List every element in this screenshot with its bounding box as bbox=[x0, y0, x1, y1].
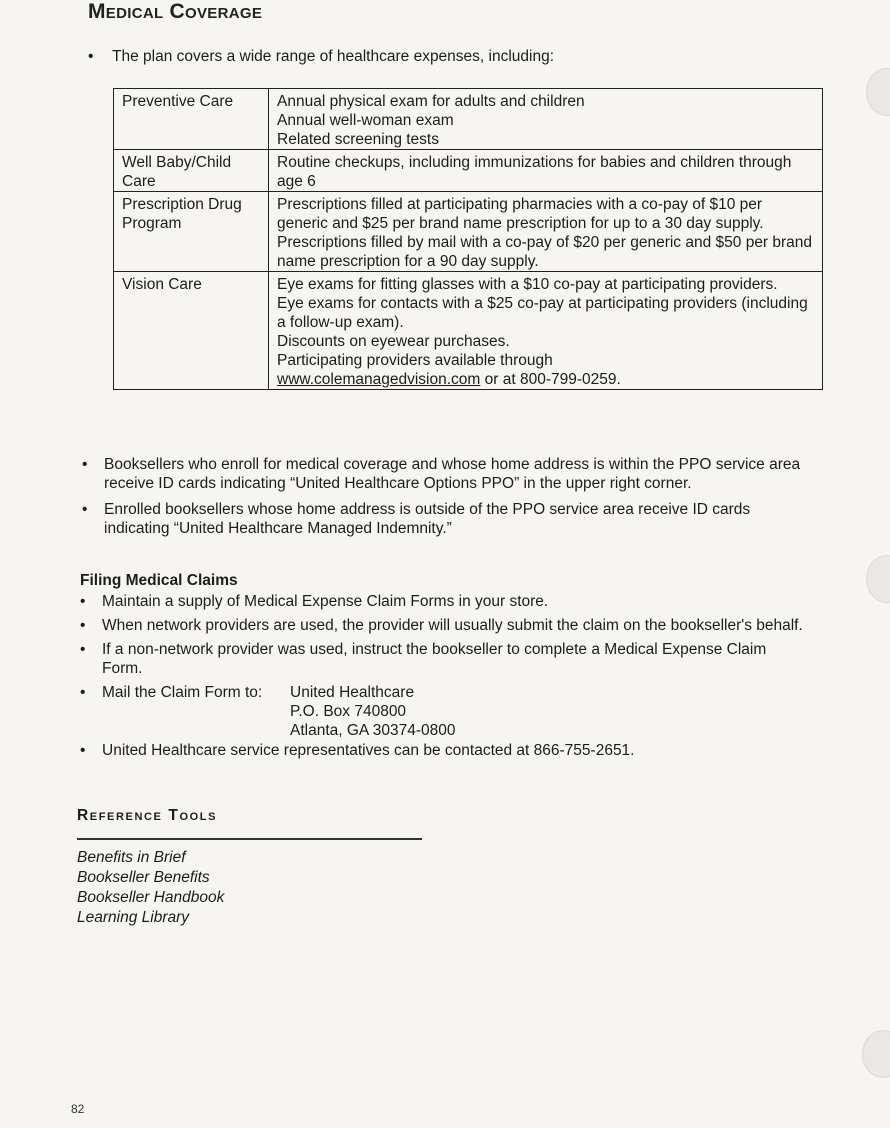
reference-item: Learning Library bbox=[77, 909, 190, 926]
description-cell bbox=[269, 192, 823, 272]
mail-prefix: Mail the Claim Form to: bbox=[102, 684, 263, 701]
table-row bbox=[114, 150, 823, 192]
bullet-icon: • bbox=[80, 742, 86, 759]
list-item bbox=[80, 741, 810, 760]
reference-item: Benefits in Brief bbox=[77, 849, 186, 866]
description-line: Discounts on eyewear purchases. bbox=[277, 333, 510, 350]
description-line: Eye exams for contacts with a $25 co-pay at participating providers (including a follow-up exam). bbox=[277, 295, 808, 331]
description-line: Prescriptions filled by mail with a co-pay of $20 per generic and $50 per brand name prescription for a 90 day supply. bbox=[277, 234, 813, 270]
bullet-text: Maintain a supply of Medical Expense Claim Forms in your store. bbox=[102, 593, 549, 610]
description-line: Prescriptions filled at participating pharmacies with a co-pay of $10 per generic and $25 per brand name prescription for up to a 30 day supply. bbox=[277, 196, 764, 232]
list-item bbox=[82, 500, 812, 538]
phone-suffix: or at 800-799-0259. bbox=[480, 371, 621, 388]
bullet-text: Enrolled booksellers whose home address is outside of the PPO service area receive ID cards indicating “United Healthcare Managed Indemnity.” bbox=[104, 501, 751, 537]
description-line: Related screening tests bbox=[277, 131, 439, 148]
bullet-icon: • bbox=[80, 593, 86, 610]
reference-item: Bookseller Handbook bbox=[77, 889, 225, 906]
bullet-icon: • bbox=[80, 684, 86, 701]
intro-bullet bbox=[88, 48, 554, 66]
mail-address-item bbox=[80, 683, 810, 740]
address-line: United Healthcare bbox=[290, 684, 415, 701]
binder-hole bbox=[866, 555, 890, 603]
link-line bbox=[277, 370, 816, 389]
list-item bbox=[82, 455, 812, 493]
mail-row bbox=[102, 683, 455, 740]
vision-website-link[interactable]: www.colemanagedvision.com bbox=[277, 371, 481, 388]
binder-hole bbox=[866, 68, 890, 116]
bullet-text: Booksellers who enroll for medical coverage and whose home address is within the PPO service area receive ID cards indicating “United Healthcare Options PPO” in the upper right corner. bbox=[104, 456, 801, 492]
bullet-icon: • bbox=[80, 617, 86, 634]
divider bbox=[77, 838, 422, 840]
category-cell: Vision Care bbox=[114, 272, 269, 390]
intro-text: The plan covers a wide range of healthcare expenses, including: bbox=[112, 48, 555, 65]
bullet-icon: • bbox=[88, 48, 94, 65]
bullet-icon: • bbox=[82, 456, 88, 473]
bullet-text: When network providers are used, the provider will usually submit the claim on the bookseller's behalf. bbox=[102, 617, 803, 634]
description-line: Annual physical exam for adults and children bbox=[277, 93, 585, 110]
description-cell bbox=[269, 150, 823, 192]
id-card-bullets bbox=[82, 455, 812, 545]
page-number: 82 bbox=[71, 1102, 85, 1116]
bullet-text: If a non-network provider was used, instruct the bookseller to complete a Medical Expense Claim Form. bbox=[102, 641, 767, 677]
reference-list bbox=[77, 848, 224, 928]
list-item bbox=[80, 592, 810, 611]
table-row bbox=[114, 272, 823, 390]
table-row bbox=[114, 192, 823, 272]
description-line: Eye exams for fitting glasses with a $10 co-pay at participating providers. bbox=[277, 276, 778, 293]
reference-item: Bookseller Benefits bbox=[77, 869, 210, 886]
description-line: Routine checkups, including immunizations for babies and children through age 6 bbox=[277, 154, 792, 190]
address-line: Atlanta, GA 30374-0800 bbox=[290, 722, 456, 739]
description-line: Participating providers available through bbox=[277, 352, 553, 369]
mailing-address bbox=[290, 683, 455, 740]
reference-heading: Reference Tools bbox=[77, 807, 218, 824]
category-cell: Prescription Drug Program bbox=[114, 192, 269, 272]
bullet-icon: • bbox=[82, 501, 88, 518]
list-item bbox=[80, 616, 810, 635]
table-row bbox=[114, 89, 823, 150]
contact-text: United Healthcare service representatives can be contacted at 866-755-2651. bbox=[102, 742, 635, 759]
bullet-icon: • bbox=[80, 641, 86, 658]
coverage-table bbox=[113, 88, 823, 390]
description-line: Annual well-woman exam bbox=[277, 112, 454, 129]
page-title: Medical Coverage bbox=[88, 0, 263, 23]
list-item bbox=[80, 640, 810, 678]
filing-claims-section bbox=[80, 571, 810, 765]
category-cell: Well Baby/Child Care bbox=[114, 150, 269, 192]
address-line: P.O. Box 740800 bbox=[290, 703, 407, 720]
category-cell: Preventive Care bbox=[114, 89, 269, 150]
description-cell bbox=[269, 272, 823, 390]
section-heading: Filing Medical Claims bbox=[80, 572, 238, 589]
binder-hole bbox=[862, 1030, 890, 1078]
description-cell bbox=[269, 89, 823, 150]
